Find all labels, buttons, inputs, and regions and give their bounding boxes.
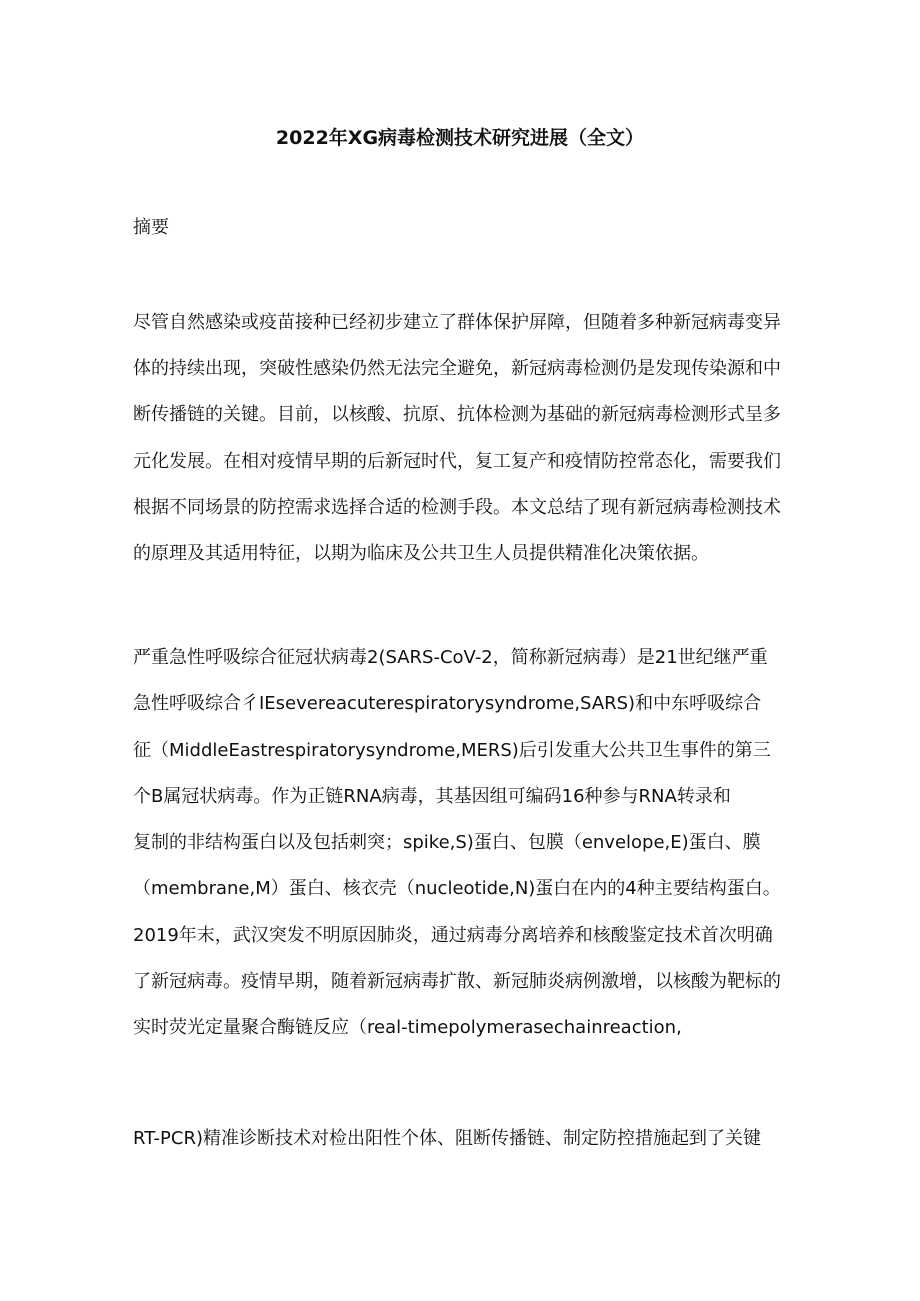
text-line: （membrane,M）蛋白、核衣壳（nucleotide,N)蛋白在内的4种主要结构蛋白。 [133,878,781,899]
abstract-heading: 摘要 [133,217,169,238]
text-line: 实时荧光定量聚合酶链反应（real-timepolymerasechainreaction, [133,1017,682,1038]
text-line: 体的持续出现，突破性感染仍然无法完全避免，新冠病毒检测仍是发现传染源和中 [133,358,781,379]
text-line: 复制的非结构蛋白以及包括刺突；spike,S)蛋白、包膜（envelope,E)蛋白、膜 [133,832,761,853]
text-line: 尽管自然感染或疫苗接种已经初步建立了群体保护屏障，但随着多种新冠病毒变异 [133,312,781,333]
text-line: 根据不同场景的防控需求选择合适的检测手段。本文总结了现有新冠病毒检测技术 [133,497,781,518]
text-line: 征（MiddleEastrespiratorysyndrome,MERS)后引发重大公共卫生事件的第三 [133,740,771,761]
text-line: 个B属冠状病毒。作为正链RNA病毒，其基因组可编码16种参与RNA转录和 [133,786,731,807]
text-line: 严重急性呼吸综合征冠状病毒2(SARS-CoV-2，简称新冠病毒）是21世纪继严重 [133,647,768,668]
text-line: 元化发展。在相对疫情早期的后新冠时代，复工复产和疫情防控常态化，需要我们 [133,451,781,472]
text-line: 2019年末，武汉突发不明原因肺炎，通过病毒分离培养和核酸鉴定技术首次明确 [133,925,773,946]
text-line: 急性呼吸综合彳IEsevereacuterespiratorysyndrome,SARS)和中东呼吸综合 [133,693,762,714]
text-line: 的原理及其适用特征，以期为临床及公共卫生人员提供精准化决策依据。 [133,543,709,564]
text-line: 断传播链的关键。目前，以核酸、抗原、抗体检测为基础的新冠病毒检测形式呈多 [133,404,781,425]
text-line: RT-PCR)精准诊断技术对检出阳性个体、阻断传播链、制定防控措施起到了关键 [133,1128,761,1149]
document-title: 2022年XG病毒检测技术研究进展（全文） [275,127,645,149]
text-line: 了新冠病毒。疫情早期，随着新冠病毒扩散、新冠肺炎病例激增，以核酸为靶标的 [133,971,781,992]
